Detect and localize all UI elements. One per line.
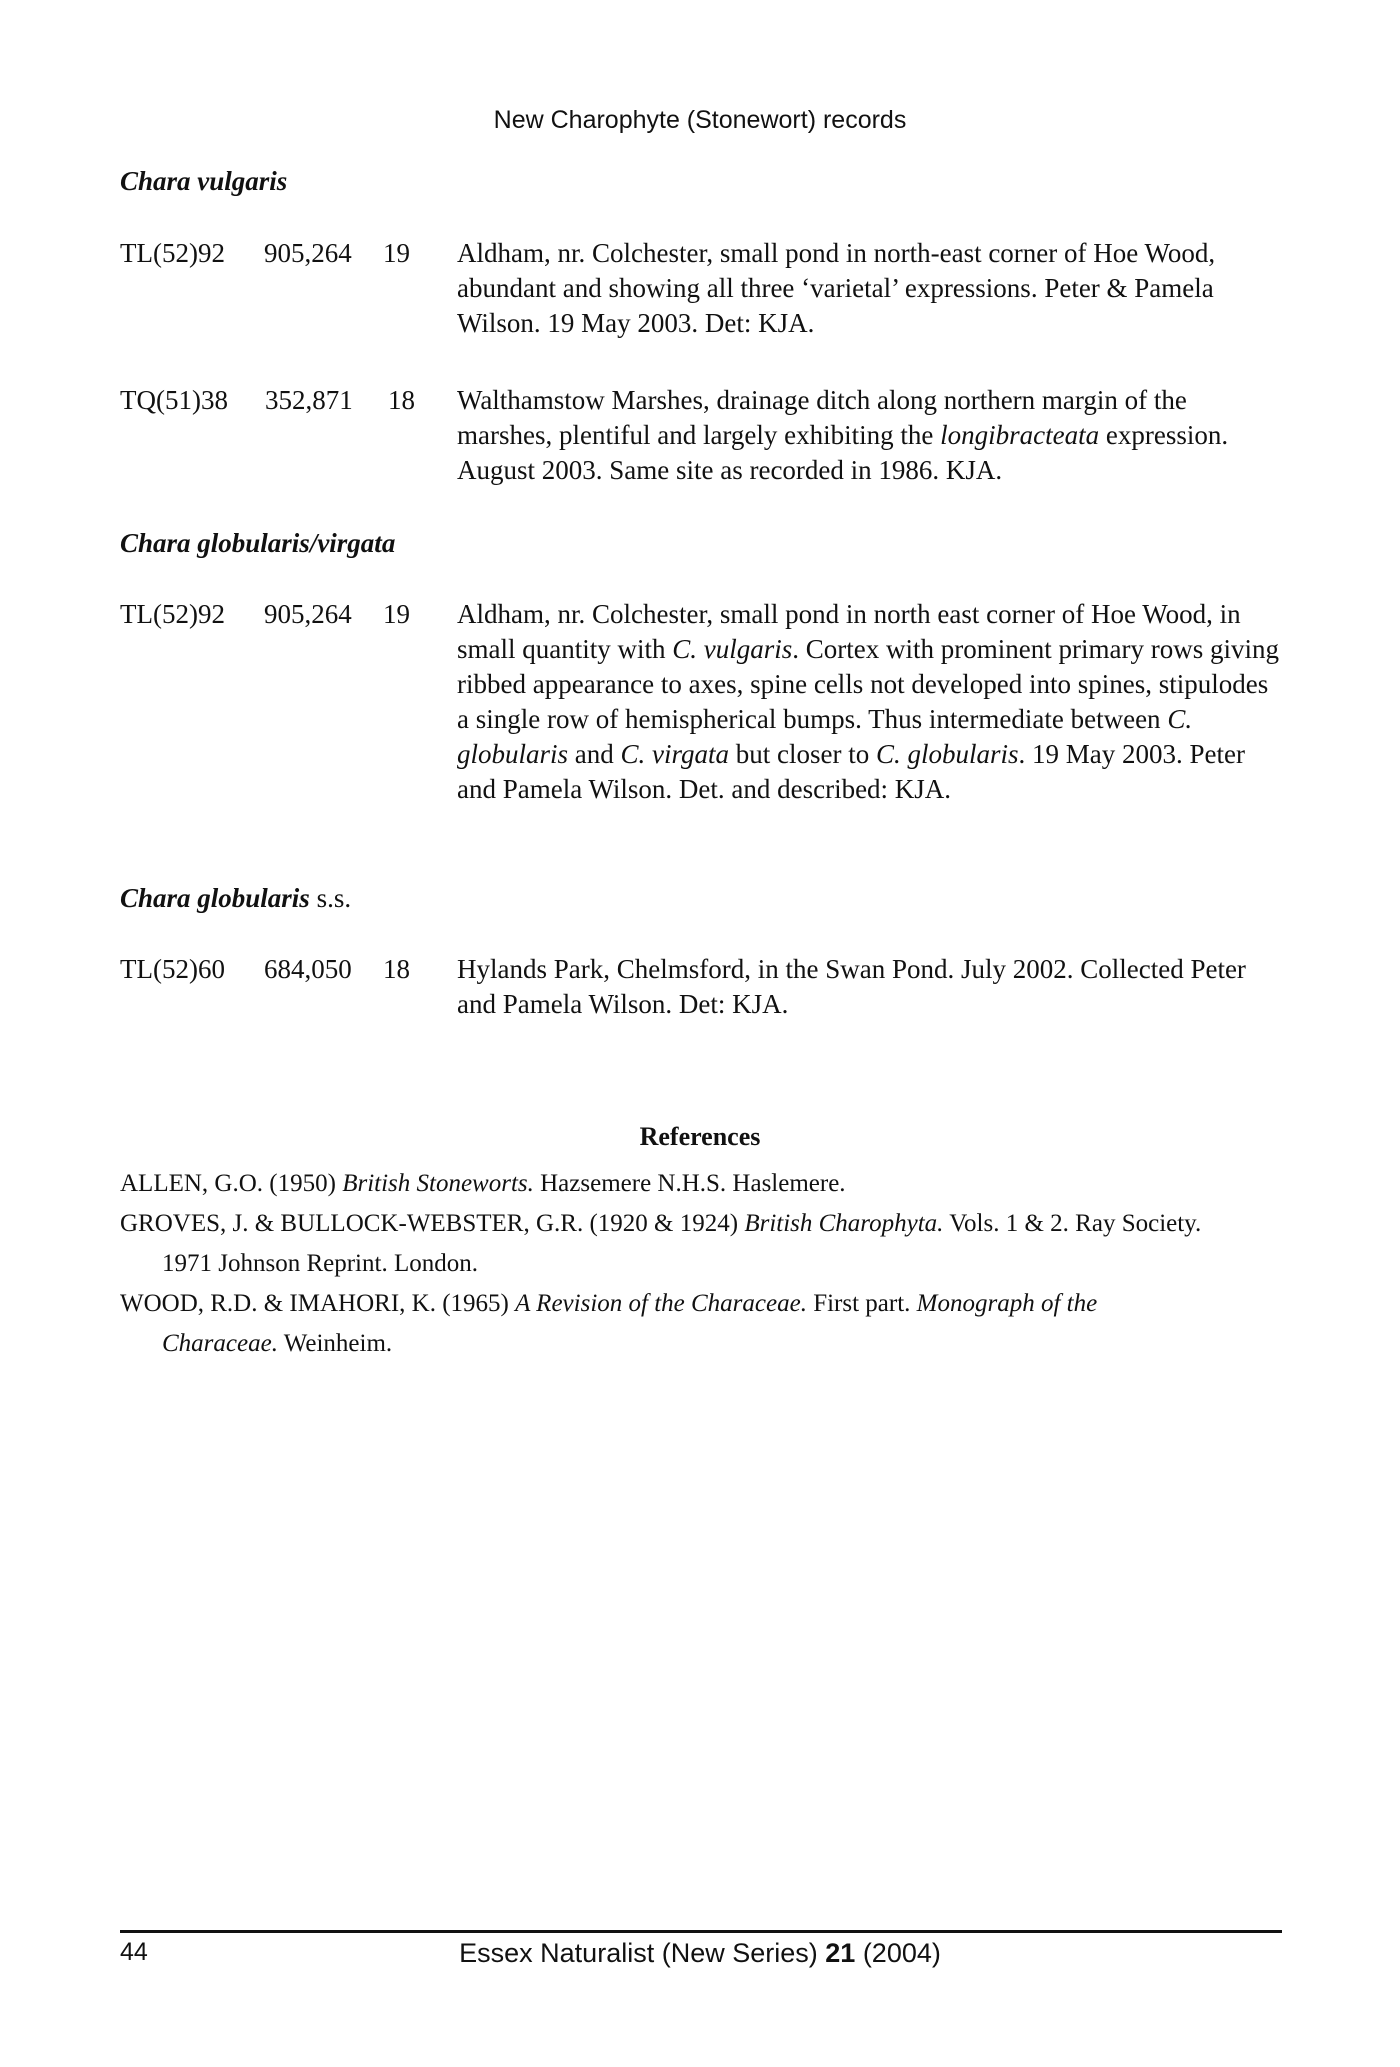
species-heading-chara-globularis-virgata: Chara globularis/virgata (120, 528, 396, 558)
grid-reference: TQ(51)38 (120, 385, 228, 415)
grid-reference: TL(52)92 (120, 599, 225, 629)
species-heading-chara-vulgaris: Chara vulgaris (120, 166, 288, 196)
grid-coordinates: 352,871 (265, 385, 353, 415)
record-description: Aldham, nr. Colchester, small pond in north-east corner of Hoe Wood, abundant and showing all three ‘varietal’ expressions. Peter & Pamela Wilson. 19 May 2003. Det: KJA. (457, 238, 1216, 338)
running-header: New Charophyte (Stonewort) records (493, 106, 907, 134)
vice-county-square: 19 (383, 238, 410, 268)
references-heading: References (639, 1122, 761, 1151)
vice-county-square: 18 (388, 385, 415, 415)
grid-coordinates: 905,264 (264, 238, 352, 268)
species-heading-chara-globularis-ss: Chara globularis s.s. (120, 883, 352, 913)
page-number: 44 (120, 1938, 148, 1966)
reference-item: WOOD, R.D. & IMAHORI, K. (1965) A Revision of the Characeae. First part. Monograph of the Characeae. Weinheim. (120, 1290, 1098, 1357)
record-description: Aldham, nr. Colchester, small pond in north east corner of Hoe Wood, in small quantity with C. vulgaris. Cortex with prominent primary rows giving ribbed appearance to axes, spine cells not developed into spines, stipulodes a single row of hemispherical bumps. Thus intermediate between C. globularis and C. virgata but closer to C. globularis. 19 May 2003. Peter and Pamela Wilson. Det. and described: KJA. (457, 599, 1279, 804)
record-description: Walthamstow Marshes, drainage ditch along northern margin of the marshes, plentiful and largely exhibiting the longibracteata expression. August 2003. Same site as recorded in 1986. KJA. (457, 385, 1229, 485)
reference-item: GROVES, J. & BULLOCK-WEBSTER, G.R. (1920 & 1924) British Charophyta. Vols. 1 & 2. Ray Society. 1971 Johnson Reprint. London. (120, 1210, 1202, 1277)
vice-county-square: 19 (383, 599, 410, 629)
record-description: Hylands Park, Chelmsford, in the Swan Pond. July 2002. Collected Peter and Pamela Wilson. Det: KJA. (457, 954, 1246, 1019)
footer-rule (120, 1930, 1282, 1933)
grid-coordinates: 684,050 (264, 954, 352, 984)
reference-item: ALLEN, G.O. (1950) British Stoneworts. Hazsemere N.H.S. Haslemere. (120, 1170, 846, 1197)
vice-county-square: 18 (383, 954, 410, 984)
grid-reference: TL(52)60 (120, 954, 225, 984)
journal-citation: Essex Naturalist (New Series) 21 (2004) (459, 1938, 941, 1968)
grid-coordinates: 905,264 (264, 599, 352, 629)
grid-reference: TL(52)92 (120, 238, 225, 268)
